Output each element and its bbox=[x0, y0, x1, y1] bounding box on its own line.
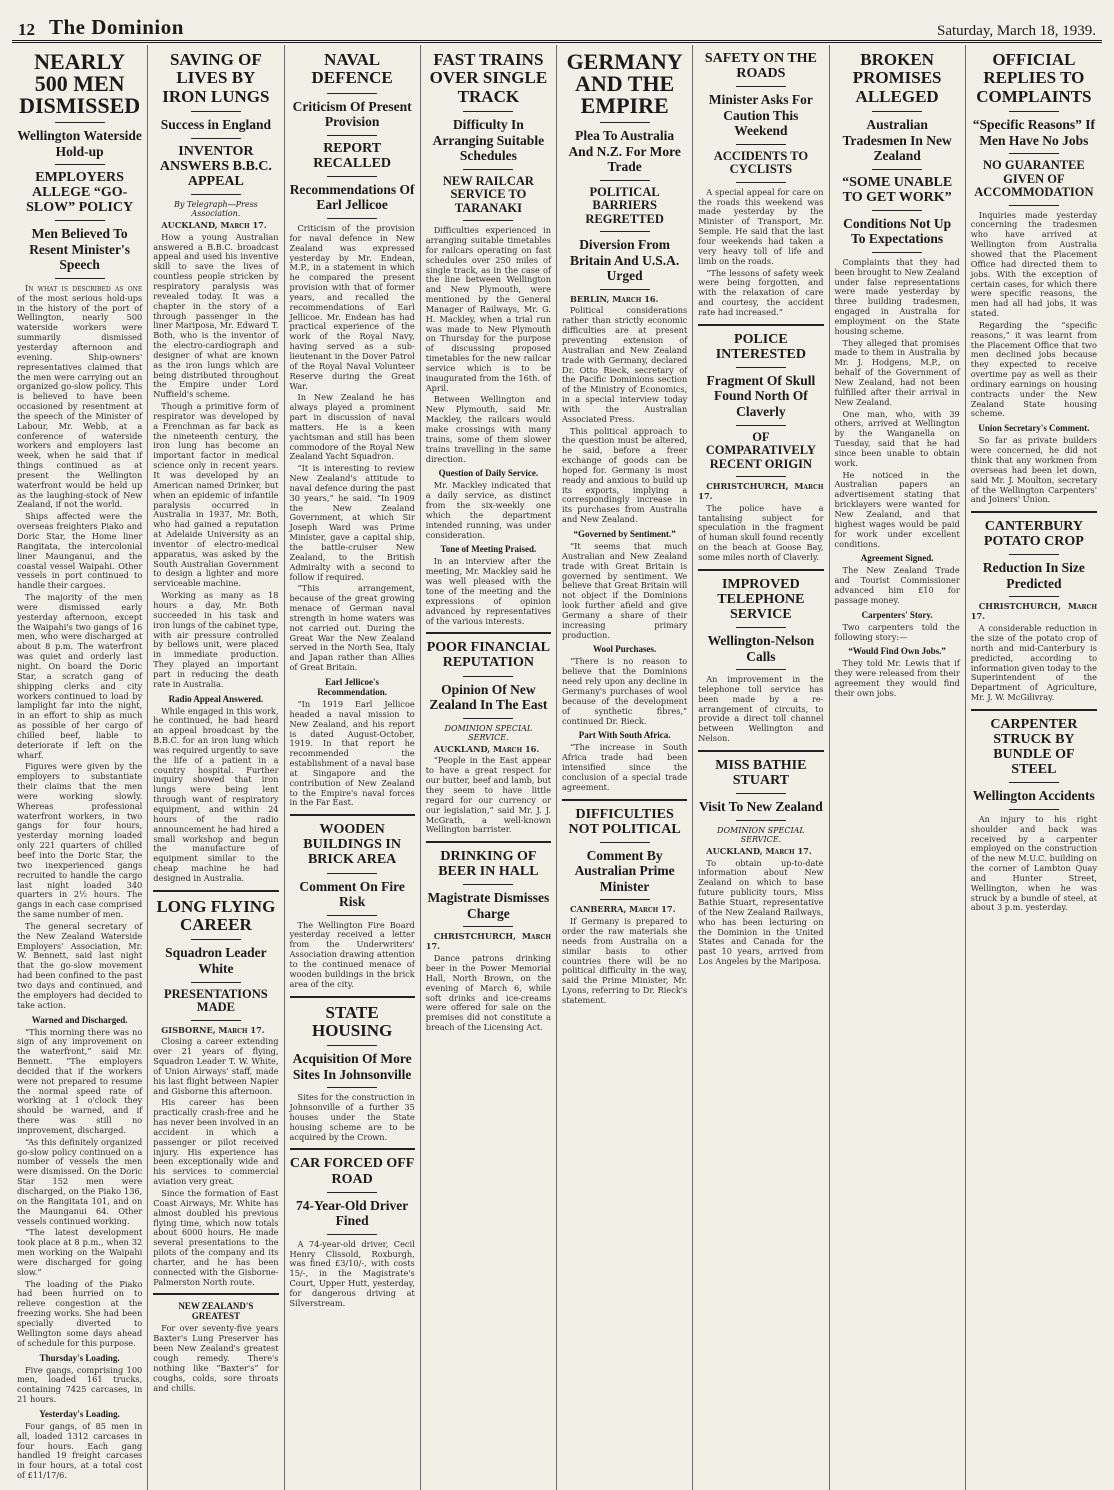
paragraph: “It seems that much Australian and New Zealand trade with Great Britain is governed by sentiment. We believe that Great Britain will not object if the Dominions look further afield and give Germany a share of their increasing primary production. bbox=[562, 541, 688, 640]
section-subhead: Wool Purchases. bbox=[592, 644, 657, 655]
subheadline: OF COMPARATIVELY RECENT ORIGIN bbox=[705, 429, 816, 471]
deck: Minister Asks For Caution This Weekend bbox=[708, 92, 813, 139]
paragraph: Figures were given by the employers to substantiate their claims that the men were working slowly. Whereas professional waterfront workers, in two gangs for four hours, yesterday morning loaded only 221 quarters of chilled beef into the Doric Star, the two inexperienced gangs recruited to handle the cargo last night loaded 340 quarters in 2½ hours. The gangs in each case comprised the same number of men. bbox=[17, 761, 143, 920]
paragraph: Ships affected were the overseas freighters Piako and Doric Star, the Home liner Rangitata, the intercolonial liner Maunganui, and the coastal vessel Waipahi. Other vessels in port continued to handle their cargoes. bbox=[17, 511, 143, 591]
paragraph: Complaints that they had been brought to New Zealand under false representations were made yesterday by three building tradesmen, engaged in Australia for employment on the State housing scheme. bbox=[834, 256, 960, 336]
headline-financial-reputation: POOR FINANCIAL REPUTATION bbox=[426, 640, 551, 671]
section-subhead: Carpenters' Story. bbox=[861, 609, 933, 620]
headline-state-housing: STATE HOUSING bbox=[311, 1002, 393, 1040]
paragraph bbox=[698, 482, 823, 502]
headline-difficulties: DIFFICULTIES NOT POLITICAL bbox=[568, 806, 681, 837]
deck: Acquisition Of More Sites In Johnsonville bbox=[292, 1051, 412, 1082]
dateline: CHRISTCHURCH, March 17. bbox=[970, 601, 1097, 622]
paragraph: “This morning there was no sign of any improvement on the waterfront,” said Mr. Bennett. “The employers decided that if the workers were not prepared to resume the normal speed rate of working at 1 o'clock they should be warned, and if there was still no improvement, discharged. bbox=[17, 1026, 143, 1135]
deck: Diversion From Britain And U.S.A. Urged bbox=[570, 237, 680, 284]
paragraph: This political approach to the question must be altered, he said, before a freer exchange of goods can be hoped for. Germany is most ready and anxious to build up its exports, implying a correspondingly increase in its purchases from Australia and New Zealand. bbox=[562, 425, 688, 525]
paragraph: In an interview after the meeting, Mr. Mackley said he was well pleased with the tone of the meeting and the expressions of opinion advanced by representatives of the various interests. bbox=[425, 556, 551, 626]
subheadline: POLITICAL BARRIERS REGRETTED bbox=[585, 184, 664, 226]
paragraph: Political considerations rather than strictly economic difficulties are at present preventing extension of Australian and New Zealand trade with Germany, declared Dr. Otto Rieck, secretary of the Pacific Dominions section of the Ministry of Economics, in a special interview today with the Australian Associated Press. bbox=[562, 305, 688, 424]
paragraph: Mr. Mackley indicated that a daily service, as distinct from the six-weekly one which the department intended running, was under consideration. bbox=[425, 480, 551, 540]
byline: DOMINION SPECIAL SERVICE. bbox=[717, 825, 805, 844]
column-3 bbox=[285, 45, 421, 1490]
paragraph: Inquiries made yesterday concerning the tradesmen who have arrived at Wellington from Australia showed that the Placement Office had directed them to jobs. With the exception of certain cases, for which there were specific reasons, the men had all had jobs, it was stated. bbox=[970, 209, 1097, 319]
dateline: CHRISTCHURCH, March 17. bbox=[698, 481, 824, 501]
headline-dismissed: NEARLY 500 MEN DISMISSED bbox=[19, 49, 141, 118]
byline: By Telegraph—Press Association. bbox=[173, 199, 258, 218]
paragraph: The loading of the Piako had been hurried on to relieve congestion at the freezing works. She had been specially diverted to Wellington some days ahead of schedule for this purpose. bbox=[17, 1278, 143, 1348]
paragraph: “In 1919 Earl Jellicoe headed a naval mission to New Zealand, and his report is dated August-October, 1919. In that report he recommended the establishment of a naval base at Singapore and the contribution of New Zealand to the Empire's naval forces in the Far East. bbox=[289, 698, 415, 808]
paragraph: They told Mr. Lewis that if they were released from their agreement they would find their own jobs. bbox=[834, 658, 960, 698]
paragraph: “The latest development took place at 8 p.m., when 32 men working on the Waipahi were discharged for going slow.” bbox=[17, 1227, 143, 1277]
section-subhead: Radio Appeal Answered. bbox=[168, 693, 264, 704]
newspaper-title: The Dominion bbox=[49, 15, 184, 39]
paragraph: One man, who, with 39 others, arrived at Wellington by the Wanganella on Tuesday, said that he had since been unable to obtain work. bbox=[834, 408, 960, 468]
paragraph: Working as many as 18 hours a day, Mr. Both succeeded in his task and iron lungs of the cabinet type, with air pressure controlled by bellows unit, were placed in immediate production. They played an important part in reducing the death rate in Australia. bbox=[153, 590, 279, 689]
column-4 bbox=[421, 45, 557, 1490]
deck: Reduction In Size Predicted bbox=[982, 560, 1085, 591]
paragraph: Between Wellington and New Plymouth, said Mr. Mackley, the railcars would make crossings with many trains, some of them slower trains travelling in the same direction. bbox=[425, 394, 551, 464]
paragraph: “People in the East appear to have a great respect for our butter, beef and lamb, but they seem to have little regard for our currency or our legislation,” said Mr. J. J. McGrath, a well-known Wellington barrister. bbox=[425, 755, 551, 835]
paragraph: Though a primitive form of respirator was developed by a Frenchman as far back as the nineteenth century, the iron lung has become an important factor in medical science only in recent years. It was developed by an American named Drinker, but when an epidemic of infantile paralysis occurred in Australia in 1937, Mr. Both, who had gained a reputation at Adelaide University as an inventor of electro-medical apparatus, was asked by the South Australian Government to design a lighter and more serviceable machine. bbox=[153, 401, 279, 589]
paragraph: The Wellington Fire Board yesterday received a letter from the Underwriters' Association drawing attention to the continued menace of wooden buildings in the brick area of the city. bbox=[289, 919, 415, 989]
paragraph: The police have a tantalising subject for speculation in the fragment of human skull found recently on the beach at Goose Bay, some miles north of Claverly. bbox=[698, 502, 824, 562]
paragraph bbox=[971, 602, 1097, 622]
paragraph: In New Zealand he has always played a prominent part in discussion of naval matters. He is a keen yachtsman and still has been commodore of the Royal New Zealand Yacht Squadron. bbox=[289, 392, 415, 462]
section-subhead: Earl Jellicoe's Recommendation. bbox=[317, 676, 387, 697]
dateline: CANBERRA, March 17. bbox=[570, 904, 676, 915]
deck: Fragment Of Skull Found North Of Claverly bbox=[706, 372, 816, 419]
column-1 bbox=[12, 45, 148, 1490]
issue-date: Saturday, March 18, 1939. bbox=[937, 23, 1096, 39]
deck: Visit To New Zealand bbox=[699, 799, 823, 815]
paragraph: If Germany is prepared to order the raw materials she needs from Australia on a similar basis to other countries there will be no political difficulty in the way, said the Prime Minister, Mr. Lyons, referring to Dr. Rieck's statement. bbox=[562, 916, 688, 1005]
paragraph: Closing a career extending over 21 years of flying, Squadron Leader T. W. White, of Union Airways' staff, made his last flight between Napier and Gisborne this afternoon. bbox=[153, 1036, 279, 1096]
dateline: AUCKLAND, March 17. bbox=[161, 219, 267, 230]
headline-naval-defence: NAVAL DEFENCE bbox=[311, 50, 393, 88]
deck: Conditions Not Up To Expectations bbox=[843, 215, 952, 247]
headline-bathie-stuart: MISS BATHIE STUART bbox=[715, 758, 807, 789]
headline-official-replies: OFFICIAL REPLIES TO COMPLAINTS bbox=[976, 50, 1092, 106]
column-5 bbox=[557, 45, 693, 1490]
paragraph: Sites for the construction in Johnsonville of a further 35 houses under the State housing scheme are to be acquired by the Crown. bbox=[289, 1092, 415, 1142]
subheadline: REPORT RECALLED bbox=[313, 140, 392, 171]
paragraph: “It is interesting to review New Zealand's attitude to naval defence during the past 30 years,” he said. “In 1909 the New Zealand Government, at which Sir Joseph Ward was Prime Minister, gave a capital ship, the battle-cruiser New Zealand, to the British Admiralty with a second to follow if required. bbox=[289, 463, 415, 582]
paragraph: “As this definitely organized go-slow policy continued on a number of vessels the men were dismissed. On the Doric Star 152 men were discharged, on the Piako 136, on the Rangitata 101, and on the Maunganui 64. Other vessels continued working. bbox=[17, 1136, 143, 1226]
paragraph: “There is no reason to believe that the Dominions need rely upon any decline in Germany's purchases of wool because of the development of synthetic fibres,” continued Dr. Rieck. bbox=[562, 656, 688, 726]
paragraph bbox=[153, 1026, 278, 1036]
section-subhead: Agreement Signed. bbox=[860, 553, 934, 564]
paragraph bbox=[426, 932, 551, 952]
paragraph bbox=[698, 847, 823, 857]
dateline: BERLIN, March 16. bbox=[570, 293, 659, 304]
dateline: AUCKLAND, March 16. bbox=[433, 743, 540, 754]
section-subhead: “Governed by Sentiment.” bbox=[573, 529, 676, 539]
headline-carpenter-struck: CARPENTER STRUCK BY BUNDLE OF STEEL bbox=[990, 716, 1078, 778]
paragraph bbox=[562, 905, 687, 915]
subheadline: EMPLOYERS ALLEGE “GO-SLOW” POLICY bbox=[26, 170, 134, 216]
deck: Difficulty In Arranging Suitable Schedules bbox=[432, 117, 545, 164]
paragraph: So far as private builders were concerned, he did not think that any workmen from overseas had been let down, said Mr. J. Moulton, secretary of the Wellington Carpenters' and Joiners' Union. bbox=[970, 435, 1097, 505]
headline-safety-roads: SAFETY ON THE ROADS bbox=[704, 51, 817, 82]
subheadline: ACCIDENTS TO CYCLISTS bbox=[713, 148, 809, 177]
subheadline: PRESENTATIONS MADE bbox=[164, 986, 268, 1015]
paragraph: The New Zealand Trade and Tourist Commissioner advanced him £10 for passage money. bbox=[834, 565, 960, 605]
deck: Wellington-Nelson Calls bbox=[707, 633, 815, 664]
headline-telephone-service: IMPROVED TELEPHONE SERVICE bbox=[717, 576, 805, 622]
paragraph: “The increase in South Africa trade had been intensified since the conclusion of a special trade agreement. bbox=[562, 742, 688, 792]
section-subhead: Part With South Africa. bbox=[578, 730, 671, 741]
section-subhead: “Would Find Own Jobs.” bbox=[848, 646, 946, 657]
headline-potato-crop: CANTERBURY POTATO CROP bbox=[983, 519, 1084, 550]
dateline: CHRISTCHURCH, March 17. bbox=[425, 931, 551, 952]
column-2 bbox=[148, 45, 284, 1490]
paragraph: Five gangs, comprising 100 men, loaded 161 trucks, containing 7425 carcases, in 21 hours. bbox=[17, 1364, 143, 1405]
paragraph: Four gangs, of 85 men in all, loaded 1312 carcases in four hours. Each gang handled 19 freight carcases in four hours, at a total cost of £11/17/6. bbox=[17, 1420, 143, 1481]
column-8 bbox=[966, 45, 1102, 1490]
paragraph: In what is described as one of the most serious hold-ups in the history of the port of Wellington, nearly 500 waterside workers were summarily dismissed yesterday afternoon and evening. Ship-owners' representatives claimed that the men were carrying out an organized go-slow policy. This is believed to have been occasioned by resentment at the speech of the Minister of Labour, Mr. Webb, at a conference of waterside workers and employers last week, when he said that if things continued as at present the Wellington waterfront would be held up as the laughing-stock of New Zealand, if not the world. bbox=[17, 282, 143, 510]
headline-drinking-beer: DRINKING OF BEER IN HALL bbox=[438, 849, 539, 880]
paragraph: “The lessons of safety week were being forgotten, and with the relaxation of care and courtesy, the accident rate had increased.” bbox=[698, 267, 824, 317]
deck: Magistrate Dismisses Charge bbox=[427, 890, 550, 921]
deck: Australian Tradesmen In New Zealand bbox=[842, 117, 952, 164]
headline-flying-career: LONG FLYING CAREER bbox=[156, 896, 276, 935]
headline-iron-lungs: SAVING OF LIVES BY IRON LUNGS bbox=[162, 50, 270, 106]
paragraph: “This arrangement, because of the great growing menace of German naval strength in home waters was not carried out. During the Great War the New Zealand served in the North Sea, Italy and Japan rather than Allies of Great Britain. bbox=[289, 583, 415, 673]
section-subhead: Yesterday's Loading. bbox=[39, 1408, 120, 1419]
headline-germany-empire: GERMANY AND THE EMPIRE bbox=[566, 49, 683, 118]
column-6 bbox=[693, 45, 829, 1490]
columns bbox=[12, 45, 1102, 1490]
deck: Plea To Australia And N.Z. For More Trade bbox=[568, 128, 681, 175]
byline: DOMINION SPECIAL SERVICE. bbox=[444, 723, 533, 742]
subheadline: INVENTOR ANSWERS B.B.C. APPEAL bbox=[159, 143, 272, 189]
headline-fast-trains: FAST TRAINS OVER SINGLE TRACK bbox=[429, 50, 548, 106]
page-number: 12 bbox=[18, 20, 35, 39]
deck: 74-Year-Old Driver Fined bbox=[295, 1197, 409, 1229]
subheadline: “SOME UNABLE TO GET WORK” bbox=[842, 174, 953, 205]
section-subhead: Union Secretary's Comment. bbox=[978, 423, 1090, 434]
deck: Comment By Australian Prime Minister bbox=[574, 847, 675, 894]
deck: Men Believed To Resent Minister's Speech bbox=[29, 226, 131, 273]
paragraph: An injury to his right shoulder and back was received by a carpenter employed on the construction of the new M.U.C. building on the corner of Lambton Quay and Hunter Street, Wellington, when he was struck by a bundle of steel, at about 3 p.m. yesterday. bbox=[970, 813, 1097, 913]
deck: Wellington Waterside Hold-up bbox=[17, 128, 142, 159]
paragraph: A 74-year-old driver, Cecil Henry Clissold, Roxburgh, was fined £3/10/-, with costs 15/-, in the Magistrate's Court, Upper Hutt, yesterday, for dangerous driving at Silverstream. bbox=[289, 1238, 415, 1308]
paragraph: A considerable reduction in the size of the potato crop of north and mid-Canterbury is predicted, according to information given today to the Superintendent of the Department of Agriculture, Mr. J. W. McGilivray. bbox=[970, 623, 1097, 703]
headline-wooden-buildings: WOODEN BUILDINGS IN BRICK AREA bbox=[303, 822, 401, 868]
advert-text: For over seventy-five years Baxter's Lung Preserver has been New Zealand's greatest cough remedy. There's nothing like “Baxter's” for coughs, colds, sore throats and chills. bbox=[153, 1323, 279, 1393]
headline-car-forced-off: CAR FORCED OFF ROAD bbox=[289, 1156, 415, 1187]
paragraph bbox=[562, 295, 687, 305]
deck: Comment On Fire Risk bbox=[299, 878, 405, 910]
paragraph: The general secretary of the New Zealand Waterside Employers' Association, Mr. W. Bennett, said last night that the go-slow movement had been confined to the past two days and continued, and the employers had decided to take action. bbox=[17, 920, 143, 1010]
headline-police-interested: POLICE INTERESTED bbox=[715, 331, 806, 362]
dateline: AUCKLAND, March 17. bbox=[706, 845, 812, 856]
subheadline: NEW RAILCAR SERVICE TO TARANAKI bbox=[442, 173, 534, 215]
advert-heading: NEW ZEALAND'S GREATEST bbox=[178, 1301, 254, 1322]
paragraph: He noticed in the Australian papers an advertisement stating that bricklayers were wanted for New Zealand, and that highest wages would be paid for work under excellent conditions. bbox=[834, 469, 960, 549]
deck: Opinion Of New Zealand In The East bbox=[429, 681, 548, 713]
deck: Success in England bbox=[160, 117, 272, 133]
paragraph: To obtain up-to-date information about New Zealand on which to base future publicity tours, Miss Bathie Stuart, representative of the New Zealand Railways, who has been lecturing on the Dominion in the United States and Canada for the past 10 years, arrived from Los Angeles by the Mariposa. bbox=[698, 857, 824, 967]
paragraph: Criticism of the provision for naval defence in New Zealand was expressed yesterday by Mr. Endean, M.P., in a statement in which he compared the present provision with that of former years, and recalled the recommendations of Earl Jellicoe. Mr. Endean has had practical experience of the work of the Royal Navy, having served as a sub-lieutenant in the Dover Patrol of the Royal Naval Volunteer Reserve during the Great War. bbox=[289, 223, 415, 391]
masthead bbox=[12, 10, 1102, 43]
deck: Recommendations Of Earl Jellicoe bbox=[289, 181, 415, 213]
paragraph: Two carpenters told the following story:— bbox=[834, 621, 960, 642]
section-subhead: Thursday's Loading. bbox=[39, 1352, 120, 1363]
section-subhead: Question of Daily Service. bbox=[438, 468, 539, 479]
paragraph: Regarding the “specific reasons,” it was learnt from the Placement Office that two men declined jobs because they expected to receive overtime pay as well as their ordinary earnings on housing contracts under the New Zealand State housing scheme. bbox=[970, 319, 1097, 419]
paragraph bbox=[426, 745, 551, 755]
deck: Wellington Accidents bbox=[972, 788, 1095, 804]
section-subhead: Warned and Discharged. bbox=[31, 1014, 128, 1025]
section-subhead: Tone of Meeting Praised. bbox=[440, 544, 537, 555]
headline-broken-promises: BROKEN PROMISES ALLEGED bbox=[852, 50, 942, 106]
paragraph: How a young Australian answered a B.B.C. broadcast appeal and used his inventive skill to save the lives of countless people stricken by respiratory paralysis was revealed today. It was a chapter in the story of a through passenger in the liner Mariposa, Mr. Edward T. Both, who is the inventor of the electro-cardiograph and designer of what are known as the iron lungs which are being distributed throughout the Empire under Lord Nuffield's scheme. bbox=[153, 231, 279, 400]
paragraph: Difficulties experienced in arranging suitable timetables for railcars operating on fast schedules over 250 miles of single track, as in the case of the line between Wellington and New Plymouth, were mentioned by the General Manager of Railways, Mr. G. H. Mackley, when a trial run was made to New Plymouth on Thursday for the purpose of discussing proposed timetables for the new railcar service which is to be inaugurated from the 16th. of April. bbox=[425, 225, 551, 393]
deck: Squadron Leader White bbox=[165, 945, 267, 976]
paragraph: Since the formation of East Coast Airways, Mr. White has almost doubled his previous flying time, which now totals about 6000 hours. He made several presentations to the pilots of the company and its charter, and he has been connected with the Gisborne-Palmerston North route. bbox=[153, 1188, 279, 1287]
paragraph bbox=[153, 221, 278, 231]
paragraph: An improvement in the telephone toll service has been made by a re-arrangement of circuits, to provide a direct toll channel between Wellington and Nelson. bbox=[698, 674, 824, 744]
paragraph: A special appeal for care on the roads this weekend was made yesterday by the Minister of Transport, Mr. Semple. He said that the last four weekends had taken a very heavy toll of life and limb on the roads. bbox=[698, 186, 824, 266]
paragraph: They alleged that promises made to them in Australia by Mr. J. Hodgens, M.P., on behalf of the Government of New Zealand, had not been fulfilled after their arrival in New Zealand. bbox=[834, 337, 960, 407]
paragraph: His career has been practically crash-free and he has never been involved in an accident in which a passenger or pilot received injury. His experience has been exceptionally wide and his services to commercial aviation very great. bbox=[153, 1097, 279, 1187]
paragraph: While engaged in this work, he continued, he had heard an appeal broadcast by the B.B.C. for an iron lung which was required urgently to save the life of a patient in a country hospital. Further inquiry showed that iron lungs were being lent through want of respiratory equipment, and within 24 hours of the radio announcement he had hired a small workshop and begun the manufacture of equipment similar to the cheap machine he had designed in Australia. bbox=[153, 705, 279, 883]
deck: “Specific Reasons” If Men Have No Jobs bbox=[972, 117, 1095, 148]
dateline: GISBORNE, March 17. bbox=[161, 1024, 265, 1035]
paragraph: The majority of the men were dismissed early yesterday afternoon, except the Waipahi's two gangs of 16 men, who were discharged at about 8 p.m. The waterfront was quiet and orderly last night. On board the Doric Star, a scratch gang of shipping clerks and city workers continued to load by lamplight far into the night, in an effort to ship as much as possible of her cargo of chilled beef, liable to deteriorate if left on the wharf. bbox=[17, 592, 143, 760]
column-7 bbox=[830, 45, 966, 1490]
deck: Criticism Of Present Provision bbox=[292, 98, 412, 130]
subheadline: NO GUARANTEE GIVEN OF ACCOMMODATION bbox=[974, 158, 1094, 200]
paragraph: Dance patrons drinking beer in the Power Memorial Hall, North Brown, on the evening of March 6, while soft drinks and ice-creams were offered for sale on the premises did not constitute a breach of the Licensing Act. bbox=[425, 953, 551, 1033]
